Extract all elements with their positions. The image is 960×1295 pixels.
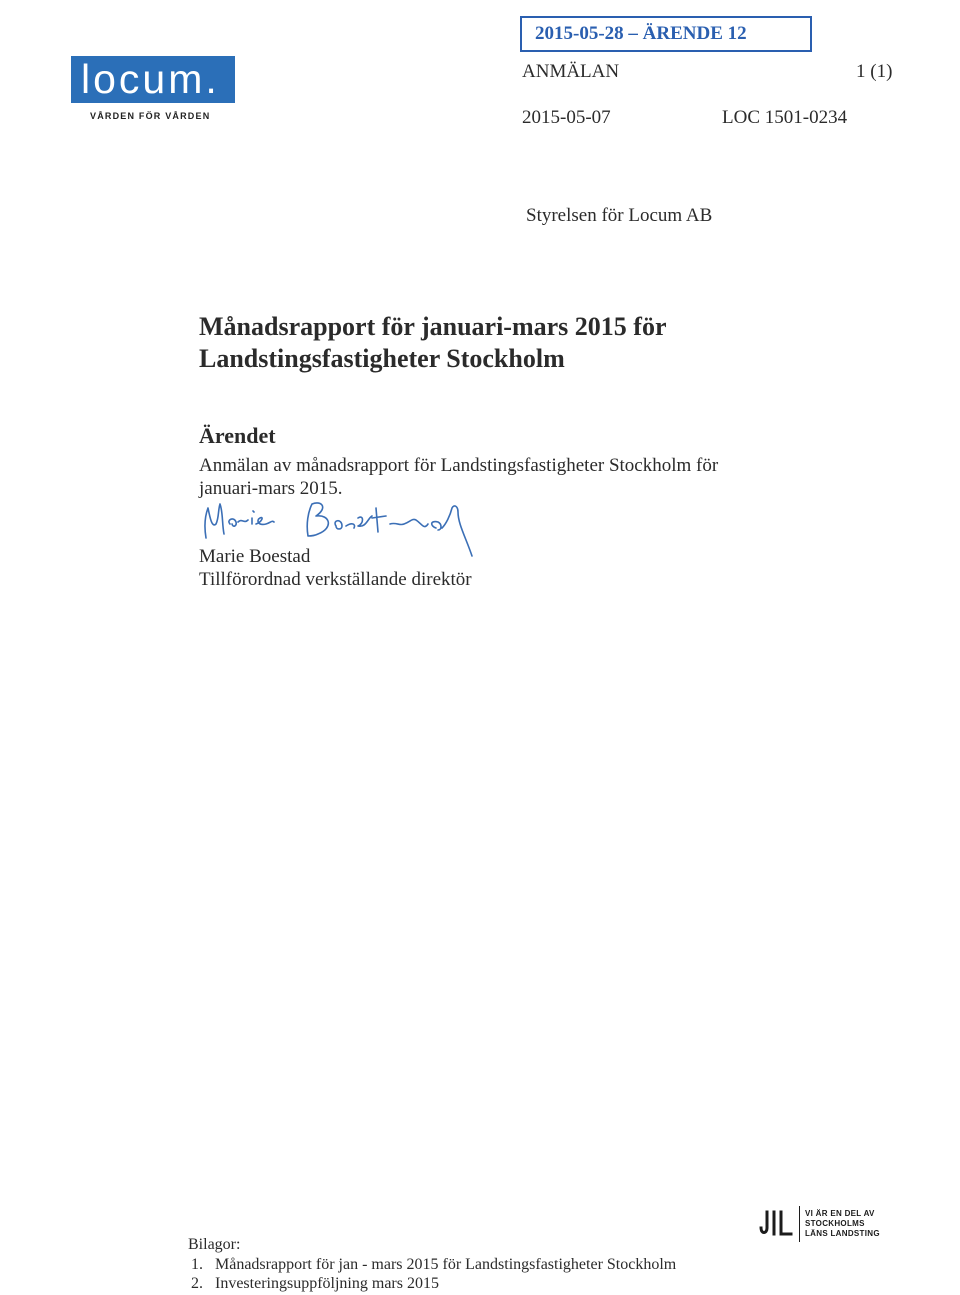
section-heading: Ärendet: [199, 423, 276, 448]
landsting-logo-icon: [757, 1208, 795, 1238]
locum-logo: locum.: [71, 56, 235, 103]
recipient: Styrelsen för Locum AB: [526, 205, 713, 226]
attachment-number: 1.: [191, 1256, 203, 1273]
signer-name: Marie Boestad: [199, 546, 311, 567]
attachment-text: Månadsrapport för jan - mars 2015 för Landstingsfastigheter Stockholm: [215, 1256, 677, 1273]
document-reference: LOC 1501-0234: [722, 107, 848, 128]
attachments-heading: Bilagor:: [188, 1236, 241, 1253]
footer-slogan: [805, 1209, 880, 1239]
attachments-list: [191, 1255, 676, 1293]
document-date: 2015-05-07: [522, 107, 611, 128]
signer-role: Tillförordnad verkställande direktör: [199, 569, 472, 590]
attachment-item: [191, 1255, 676, 1274]
footer-slogan-line: LÄNS LANDSTING: [805, 1229, 880, 1238]
section-text: Anmälan av månadsrapport för Landstingsfastigheter Stockholm för januari-mars 2015.: [199, 455, 719, 499]
footer-slogan-line: VI ÄR EN DEL AV: [805, 1209, 875, 1218]
attachment-item: [191, 1274, 676, 1293]
logo-tagline: VÅRDEN FÖR VÅRDEN: [90, 111, 211, 121]
case-stamp: 2015-05-28 – ÄRENDE 12: [520, 16, 812, 52]
signer-block: [199, 545, 472, 591]
footer-divider: [799, 1206, 800, 1242]
attachment-number: 2.: [191, 1275, 203, 1292]
attachment-text: Investeringsuppföljning mars 2015: [215, 1275, 439, 1292]
document-type: ANMÄLAN: [522, 61, 620, 82]
footer-slogan-line: STOCKHOLMS: [805, 1219, 865, 1228]
document-title: Månadsrapport för januari-mars 2015 för Landstingsfastigheter Stockholm: [199, 312, 667, 373]
page-number: 1 (1): [856, 61, 893, 82]
